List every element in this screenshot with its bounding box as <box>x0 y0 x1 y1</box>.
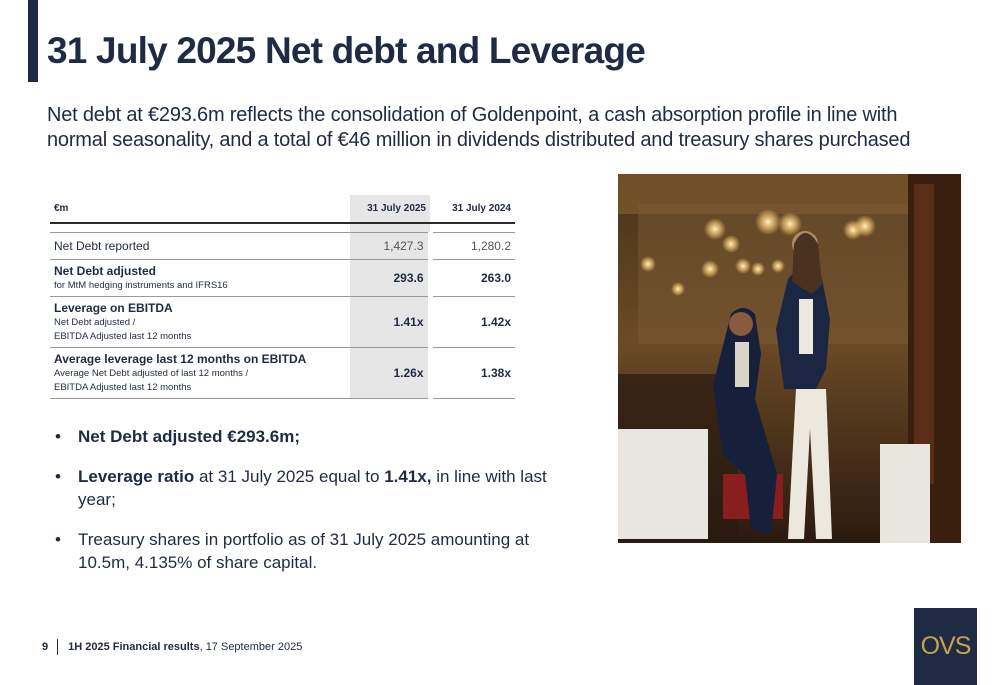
bullet-bold-text: Leverage ratio <box>78 467 195 486</box>
row-sublabel: EBITDA Adjusted last 12 months <box>54 331 192 342</box>
row-sublabel: EBITDA Adjusted last 12 months <box>54 382 192 393</box>
bullet-bold-text: Net Debt adjusted €293.6m; <box>78 427 301 446</box>
row-value-2024: 1.38x <box>430 348 515 399</box>
logo-text: OVS <box>920 632 971 660</box>
table-header-row <box>50 195 515 223</box>
ovs-logo <box>914 608 977 685</box>
row-label: Leverage on EBITDA <box>54 301 173 315</box>
net-debt-table <box>50 195 515 399</box>
bullet-text: at 31 July 2025 equal to <box>194 467 385 486</box>
footer-divider <box>57 639 58 655</box>
bullet-item <box>55 528 575 574</box>
table-row <box>50 348 515 399</box>
row-label-cell <box>50 348 350 399</box>
campaign-photo <box>618 174 961 543</box>
footer-date: , 17 September 2025 <box>199 641 303 653</box>
title-accent-bar <box>28 0 38 82</box>
footer-title: 1H 2025 Financial results <box>68 641 200 653</box>
table-row <box>50 260 515 297</box>
table-header-unit: €m <box>50 195 350 223</box>
row-value-2024: 1,280.2 <box>430 233 515 260</box>
bullet-text: in line with last year; <box>78 467 547 509</box>
row-value-2025: 1,427.3 <box>350 233 430 260</box>
row-label: Net Debt adjusted <box>54 264 157 278</box>
bullet-text: Treasury shares in portfolio as of 31 July 2025 amounting at 10.5m, 4.135% of share capital. <box>78 530 530 572</box>
row-value-2025: 293.6 <box>350 260 430 297</box>
bullet-dot: • <box>55 530 61 549</box>
bullet-bold-text: 1.41x, <box>384 467 432 486</box>
row-value-2025: 1.26x <box>350 348 430 399</box>
table-row <box>50 297 515 348</box>
row-label-cell <box>50 260 350 297</box>
row-sublabel: Net Debt adjusted / <box>54 317 136 328</box>
row-label: Average leverage last 12 months on EBITDA <box>54 352 307 366</box>
key-points-list <box>55 425 575 591</box>
page-title: 31 July 2025 Net debt and Leverage <box>47 30 645 71</box>
row-value-2025: 1.41x <box>350 297 430 348</box>
page-subtitle: Net debt at €293.6m reflects the consolidation of Goldenpoint, a cash absorption profile in line with normal seasonality, and a total of €46 million in dividends distributed and treasury shares purchased <box>47 104 911 151</box>
row-label-cell <box>50 297 350 348</box>
row-value-2024: 263.0 <box>430 260 515 297</box>
table-row <box>50 233 515 260</box>
page-number: 9 <box>42 641 49 653</box>
bullet-dot: • <box>55 427 61 446</box>
row-sublabel: for MtM hedging instruments and IFRS16 <box>54 280 228 291</box>
table-header-2025: 31 July 2025 <box>350 195 430 223</box>
bullet-item <box>55 425 575 448</box>
bullet-dot: • <box>55 467 61 486</box>
row-label: Net Debt reported <box>50 233 350 260</box>
footer <box>42 639 302 655</box>
bullet-item <box>55 465 575 511</box>
row-sublabel: Average Net Debt adjusted of last 12 months / <box>54 368 249 379</box>
table-header-2024: 31 July 2024 <box>430 195 515 223</box>
row-value-2024: 1.42x <box>430 297 515 348</box>
